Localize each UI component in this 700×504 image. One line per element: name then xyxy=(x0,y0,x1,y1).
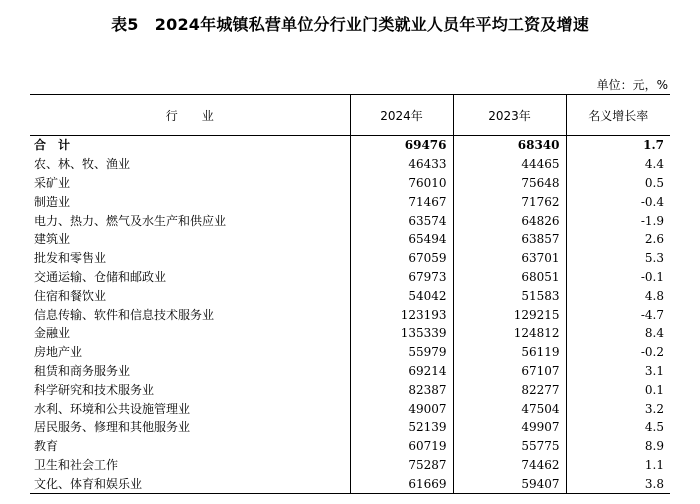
industry-cell: 租赁和商务服务业 xyxy=(34,363,131,378)
value-2023-cell: 74462 xyxy=(453,456,566,475)
industry-cell: 卫生和社会工作 xyxy=(34,457,119,472)
value-2024-cell: 63574 xyxy=(350,211,453,230)
value-2023-cell: 63701 xyxy=(453,249,566,268)
industry-cell: 制造业 xyxy=(34,194,71,209)
table-row xyxy=(30,155,670,174)
growth-cell: 5.3 xyxy=(566,249,670,268)
growth-cell: 3.2 xyxy=(566,399,670,418)
growth-cell: 0.1 xyxy=(566,380,670,399)
industry-cell: 建筑业 xyxy=(34,232,71,247)
industry-cell: 信息传输、软件和信息技术服务业 xyxy=(34,307,215,322)
table-row xyxy=(30,305,670,324)
value-2023-cell: 82277 xyxy=(453,380,566,399)
value-2023-cell: 64826 xyxy=(453,211,566,230)
table-body xyxy=(30,136,670,494)
growth-cell: 3.8 xyxy=(566,474,670,493)
industry-cell: 房地产业 xyxy=(34,345,83,360)
industry-cell: 文化、体育和娱乐业 xyxy=(30,474,350,493)
value-2024-cell: 55979 xyxy=(350,343,453,362)
value-2023-cell: 49907 xyxy=(453,418,566,437)
value-2024-cell: 65494 xyxy=(350,230,453,249)
value-2024-cell: 71467 xyxy=(350,192,453,211)
value-2023-cell: 67107 xyxy=(453,362,566,381)
growth-cell: -0.1 xyxy=(566,268,670,287)
table-row xyxy=(30,343,670,362)
value-2024-cell: 135339 xyxy=(350,324,453,343)
industry-cell: 居民服务、修理和其他服务业 xyxy=(34,420,191,435)
value-2023-cell: 51583 xyxy=(453,286,566,305)
industry-cell: 采矿业 xyxy=(34,175,71,190)
value-2024-cell: 60719 xyxy=(350,437,453,456)
industry-cell: 水利、环境和公共设施管理业 xyxy=(34,401,191,416)
growth-cell: 4.4 xyxy=(566,155,670,174)
value-2024-cell: 52139 xyxy=(350,418,453,437)
value-2023-cell: 68051 xyxy=(453,268,566,287)
growth-cell: 0.5 xyxy=(566,174,670,193)
table-row-total xyxy=(30,136,670,155)
table-row xyxy=(30,437,670,456)
growth-cell: 1.1 xyxy=(566,456,670,475)
value-2024-cell: 69476 xyxy=(350,136,453,155)
table-title: 表5 2024年城镇私营单位分行业门类就业人员年平均工资及增速 xyxy=(111,15,589,34)
value-2023-cell: 129215 xyxy=(453,305,566,324)
value-2023-cell: 55775 xyxy=(453,437,566,456)
table-row xyxy=(30,174,670,193)
value-2023-cell: 59407 xyxy=(453,474,566,493)
value-2023-cell: 47504 xyxy=(453,399,566,418)
table-header-row xyxy=(30,95,670,136)
value-2023-cell: 71762 xyxy=(453,192,566,211)
growth-cell: 1.7 xyxy=(566,136,670,155)
growth-cell: 8.9 xyxy=(566,437,670,456)
header-2024: 2024年 xyxy=(350,95,453,136)
value-2024-cell: 67059 xyxy=(350,249,453,268)
value-2023-cell: 56119 xyxy=(453,343,566,362)
table-row xyxy=(30,474,670,493)
growth-cell: -0.2 xyxy=(566,343,670,362)
growth-cell: 4.8 xyxy=(566,286,670,305)
value-2024-cell: 123193 xyxy=(350,305,453,324)
table-row xyxy=(30,399,670,418)
growth-cell: 4.5 xyxy=(566,418,670,437)
table-row xyxy=(30,249,670,268)
industry-cell: 合 计 xyxy=(34,138,71,153)
wage-table xyxy=(30,94,670,494)
table-row xyxy=(30,268,670,287)
value-2023-cell: 75648 xyxy=(453,174,566,193)
header-industry: 行 业 xyxy=(30,95,350,136)
growth-cell: -0.4 xyxy=(566,192,670,211)
value-2023-cell: 124812 xyxy=(453,324,566,343)
growth-cell: 8.4 xyxy=(566,324,670,343)
value-2024-cell: 46433 xyxy=(350,155,453,174)
value-2023-cell: 44465 xyxy=(453,155,566,174)
industry-cell: 电力、热力、燃气及水生产和供应业 xyxy=(34,213,227,228)
growth-cell: 3.1 xyxy=(566,362,670,381)
value-2024-cell: 54042 xyxy=(350,286,453,305)
industry-cell: 批发和零售业 xyxy=(34,251,107,266)
industry-cell: 金融业 xyxy=(34,326,71,341)
industry-cell: 交通运输、仓储和邮政业 xyxy=(34,269,167,284)
table-row xyxy=(30,418,670,437)
table-row xyxy=(30,230,670,249)
table-row xyxy=(30,456,670,475)
table-row xyxy=(30,286,670,305)
growth-cell: 2.6 xyxy=(566,230,670,249)
value-2024-cell: 67973 xyxy=(350,268,453,287)
value-2024-cell: 69214 xyxy=(350,362,453,381)
value-2024-cell: 61669 xyxy=(350,474,453,493)
value-2023-cell: 68340 xyxy=(453,136,566,155)
value-2024-cell: 49007 xyxy=(350,399,453,418)
value-2024-cell: 82387 xyxy=(350,380,453,399)
table-row xyxy=(30,192,670,211)
growth-cell: -4.7 xyxy=(566,305,670,324)
header-growth: 名义增长率 xyxy=(566,95,670,136)
value-2024-cell: 76010 xyxy=(350,174,453,193)
table-row xyxy=(30,362,670,381)
header-2023: 2023年 xyxy=(453,95,566,136)
industry-cell: 农、林、牧、渔业 xyxy=(34,157,131,172)
unit-note: 单位：元，% xyxy=(596,78,668,92)
table-row xyxy=(30,380,670,399)
table-row xyxy=(30,324,670,343)
industry-cell: 住宿和餐饮业 xyxy=(34,288,107,303)
value-2023-cell: 63857 xyxy=(453,230,566,249)
industry-cell: 教育 xyxy=(34,439,59,454)
growth-cell: -1.9 xyxy=(566,211,670,230)
industry-cell: 科学研究和技术服务业 xyxy=(34,382,155,397)
table-row xyxy=(30,211,670,230)
value-2024-cell: 75287 xyxy=(350,456,453,475)
